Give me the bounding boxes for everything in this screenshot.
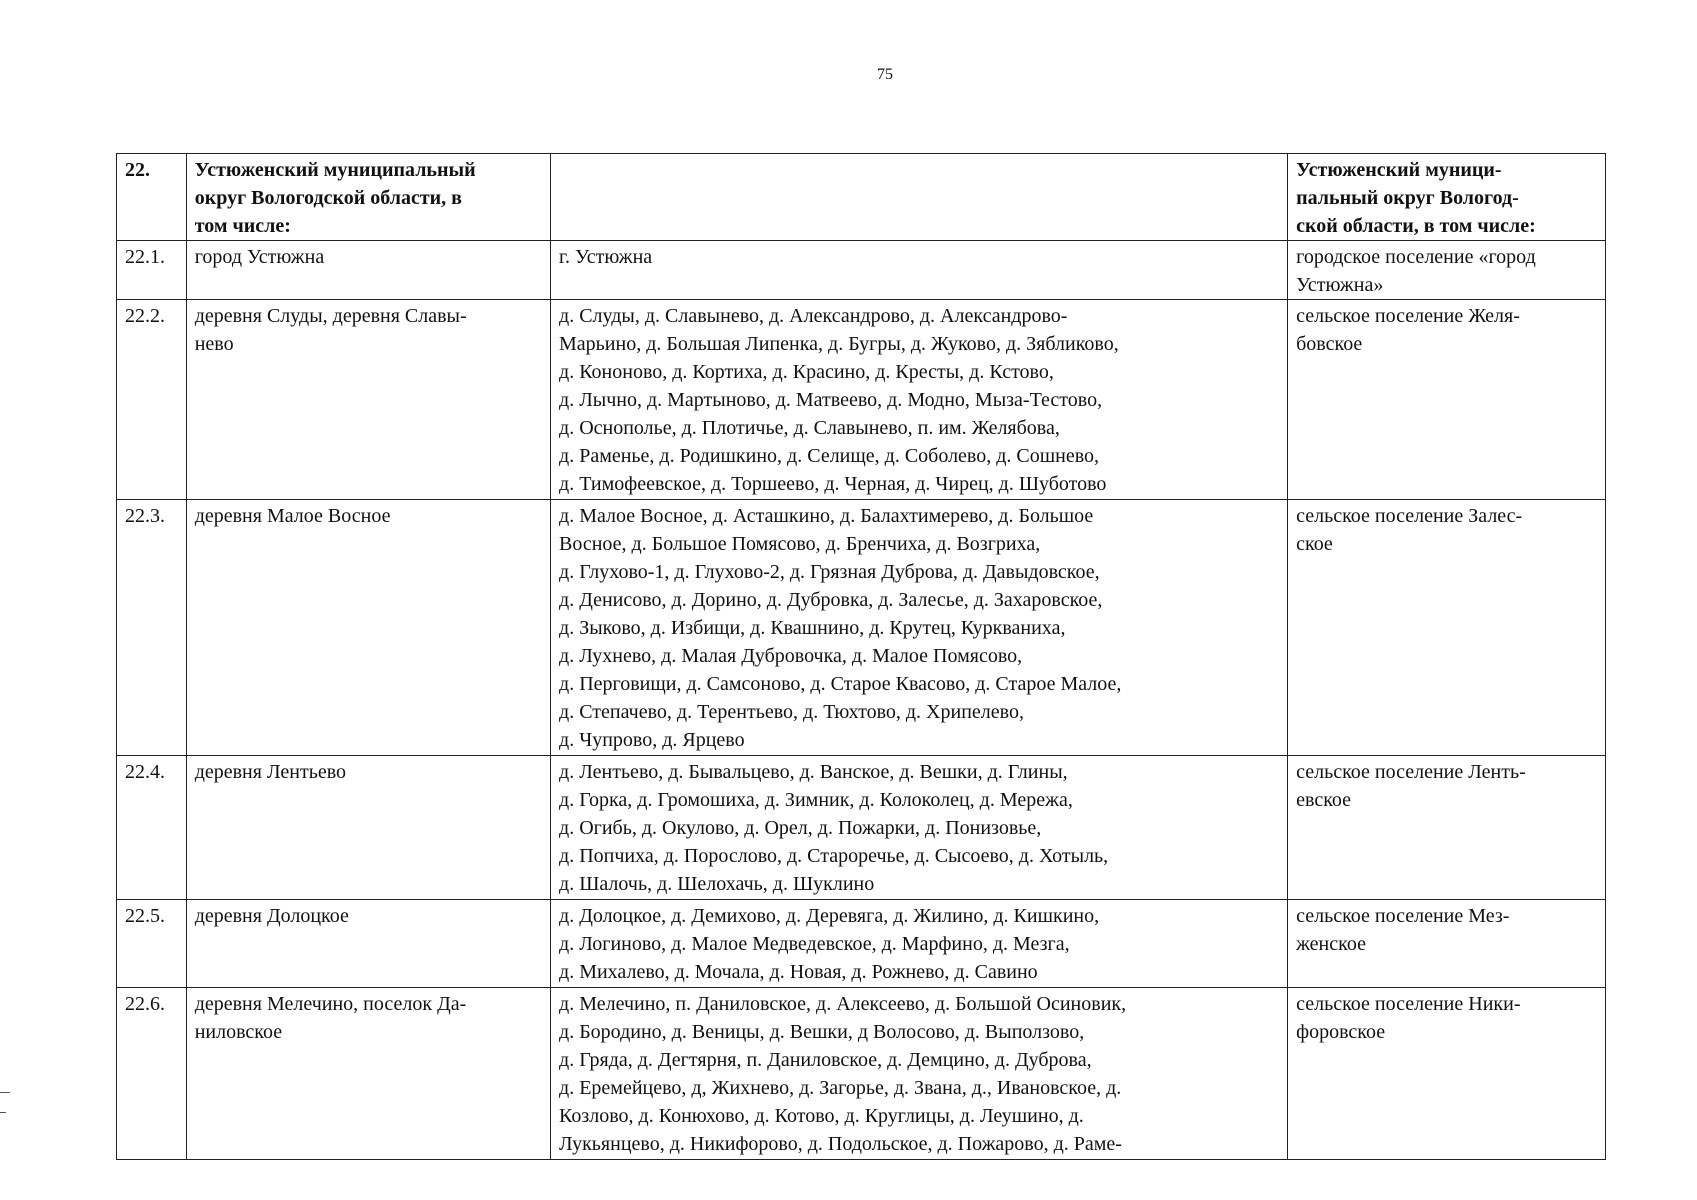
scan-mark bbox=[0, 1112, 6, 1113]
municipality-cell: сельское поселение Желя- бовское bbox=[1288, 300, 1606, 500]
settlements-table bbox=[116, 153, 1606, 1160]
locality-name-cell: деревня Слуды, деревня Славы- нево bbox=[186, 300, 550, 500]
row-number-cell: 22. bbox=[117, 154, 187, 241]
page-number: 75 bbox=[877, 66, 893, 83]
row-number-cell: 22.3. bbox=[117, 500, 187, 756]
municipality-cell: сельское поселение Мез- женское bbox=[1288, 900, 1606, 988]
locality-name-cell: город Устюжна bbox=[186, 241, 550, 300]
table-row bbox=[117, 756, 1606, 900]
municipality-cell: городское поселение «город Устюжна» bbox=[1288, 241, 1606, 300]
table-row bbox=[117, 154, 1606, 241]
settlements-cell: д. Лентьево, д. Бывальцево, д. Ванское, д. Вешки, д. Глины, д. Горка, д. Громошиха, д. Зимник, д. Колоколец, д. Мережа, д. Огибь, д. Окулово, д. Орел, д. Пожарки, д. Понизовье, д. Попчиха, д. Порослово, д. Староречье, д. Сысоево, д. Хотыль, д. Шалочь, д. Шелохачь, д. Шуклино bbox=[551, 756, 1288, 900]
settlements-cell: г. Устюжна bbox=[551, 241, 1288, 300]
locality-name-cell: деревня Лентьево bbox=[186, 756, 550, 900]
row-number-cell: 22.5. bbox=[117, 900, 187, 988]
settlements-cell: д. Малое Восное, д. Асташкино, д. Балахтимерево, д. Большое Восное, д. Большое Помясово, д. Бренчиха, д. Возгриха, д. Глухово-1, д. Глухово-2, д. Грязная Дуброва, д. Давыдовское, д. Денисово, д. Дорино, д. Дубровка, д. Залесье, д. Захаровское, д. Зыково, д. Избищи, д. Квашнино, д. Крутец, Куркваниха, д. Лухнево, д. Малая Дубровочка, д. Малое Помясово, д. Перговищи, д. Самсоново, д. Старое Квасово, д. Старое Малое, д. Степачево, д. Терентьево, д. Тюхтово, д. Хрипелево, д. Чупрово, д. Ярцево bbox=[551, 500, 1288, 756]
row-number-cell: 22.1. bbox=[117, 241, 187, 300]
locality-name-cell: деревня Мелечино, поселок Да- ниловское bbox=[186, 988, 550, 1160]
settlements-cell bbox=[551, 154, 1288, 241]
table-row bbox=[117, 900, 1606, 988]
scan-mark bbox=[0, 1092, 10, 1093]
row-number-cell: 22.4. bbox=[117, 756, 187, 900]
locality-name-cell: Устюженский муниципальный округ Вологодской области, в том числе: bbox=[186, 154, 550, 241]
table-row bbox=[117, 988, 1606, 1160]
table-row bbox=[117, 241, 1606, 300]
settlements-cell: д. Слуды, д. Славынево, д. Александрово, д. Александрово- Марьино, д. Большая Липенка, д. Бугры, д. Жуково, д. Зябликово, д. Кононово, д. Кортиха, д. Красино, д. Кресты, д. Кстово, д. Лычно, д. Мартыново, д. Матвеево, д. Модно, Мыза-Тестово, д. Оснополье, д. Плотичье, д. Славынево, п. им. Желябова, д. Раменье, д. Родишкино, д. Селище, д. Соболево, д. Сошнево, д. Тимофеевское, д. Торшеево, д. Черная, д. Чирец, д. Шуботово bbox=[551, 300, 1288, 500]
settlements-cell: д. Долоцкое, д. Демихово, д. Деревяга, д. Жилино, д. Кишкино, д. Логиново, д. Малое Медведевское, д. Марфино, д. Мезга, д. Михалево, д. Мочала, д. Новая, д. Рожнево, д. Савино bbox=[551, 900, 1288, 988]
locality-name-cell: деревня Долоцкое bbox=[186, 900, 550, 988]
municipality-cell: Устюженский муници- пальный округ Вологод- ской области, в том числе: bbox=[1288, 154, 1606, 241]
table-row bbox=[117, 500, 1606, 756]
table-row bbox=[117, 300, 1606, 500]
municipality-cell: сельское поселение Ленть- евское bbox=[1288, 756, 1606, 900]
locality-name-cell: деревня Малое Восное bbox=[186, 500, 550, 756]
municipality-cell: сельское поселение Залес- ское bbox=[1288, 500, 1606, 756]
municipality-cell: сельское поселение Ники- форовское bbox=[1288, 988, 1606, 1160]
row-number-cell: 22.2. bbox=[117, 300, 187, 500]
row-number-cell: 22.6. bbox=[117, 988, 187, 1160]
settlements-cell: д. Мелечино, п. Даниловское, д. Алексеево, д. Большой Осиновик, д. Бородино, д. Веницы, д. Вешки, д Волосово, д. Выползово, д. Гряда, д. Дегтярня, п. Даниловское, д. Демцино, д. Дуброва, д. Еремейцево, д, Жихнево, д. Загорье, д. Звана, д., Ивановское, д. Козлово, д. Конюхово, д. Котово, д. Круглицы, д. Леушино, д. Лукьянцево, д. Никифорово, д. Подольское, д. Пожарово, д. Раме- bbox=[551, 988, 1288, 1160]
